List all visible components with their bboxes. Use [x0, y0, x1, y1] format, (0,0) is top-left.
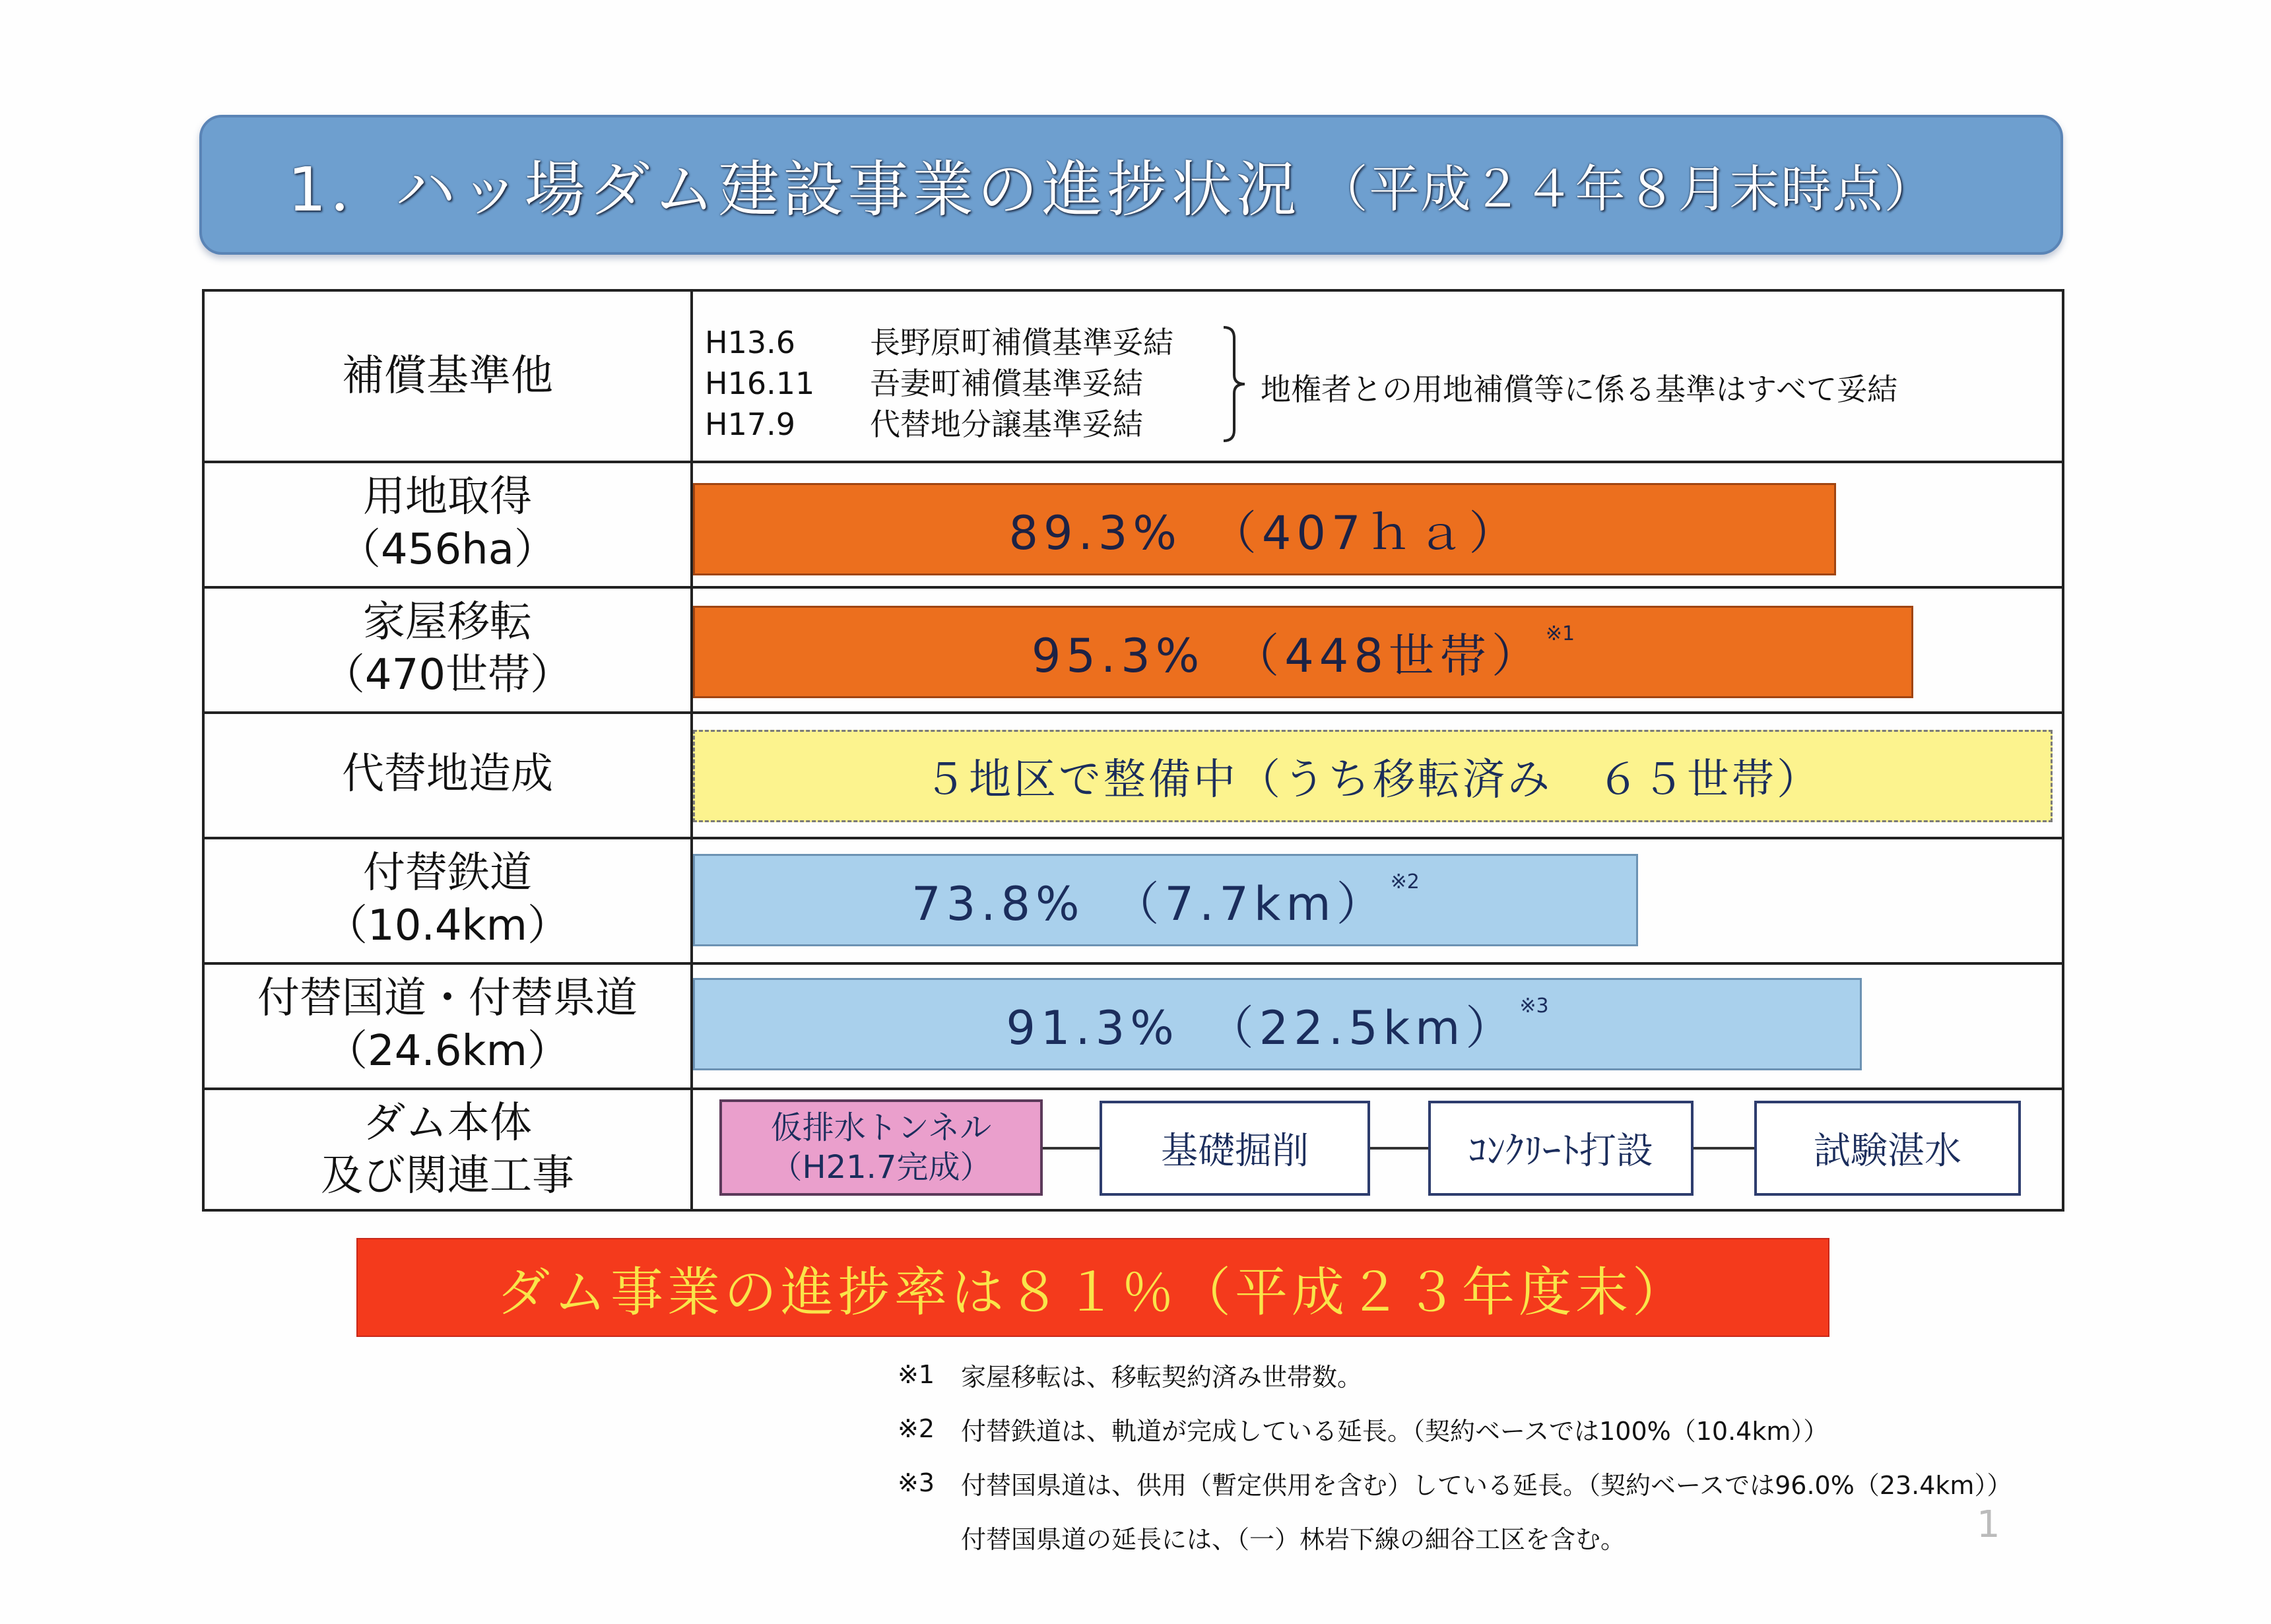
housing-bar-text: 95.3% （448世帯） [1031, 628, 1543, 683]
footnote-mark: ※2 [898, 1414, 935, 1443]
standards-text: 吾妻町補償基準妥結 [870, 366, 1143, 401]
roads-note-mark: ※3 [1519, 994, 1549, 1018]
standards-text: 長野原町補償基準妥結 [870, 325, 1173, 360]
standards-date: H16.11 [705, 366, 815, 401]
roads-bar-text: 91.3% （22.5km） [1006, 1000, 1517, 1055]
step-test-impoundment [1754, 1101, 2021, 1196]
page-number: 1 [1977, 1503, 2000, 1546]
railway-label-line2: （10.4km） [325, 901, 570, 950]
step-connector [1043, 1147, 1100, 1150]
standards-date: H13.6 [705, 325, 796, 360]
railway-note-mark: ※2 [1390, 870, 1420, 893]
standards-summary: 地権者との用地補償等に係る基準はすべて妥結 [1261, 372, 1898, 407]
standards-label [205, 292, 690, 461]
housing-note-mark: ※1 [1545, 622, 1575, 645]
railway-label [205, 837, 690, 962]
footnotes [898, 1348, 2012, 1564]
roads-progress-bar [693, 978, 1862, 1070]
step-foundation-excavation [1100, 1101, 1370, 1196]
standards-item [705, 404, 1173, 445]
substitute-land-label [205, 711, 690, 837]
housing-label-line2: （470世帯） [322, 651, 573, 699]
footnote-mark: ※3 [898, 1468, 935, 1497]
standards-item [705, 363, 1173, 404]
footnote-text: 付替国県道の延長には、（一）林岩下線の細谷工区を含む。 [961, 1524, 1626, 1554]
roads-label-line1: 付替国道・付替県道 [257, 974, 638, 1023]
step-connector [1694, 1147, 1754, 1150]
land-progress-bar [693, 483, 1836, 575]
standards-date: H17.9 [705, 406, 796, 442]
step-test-impoundment-text: 試験湛水 [1814, 1130, 1961, 1173]
railway-label-line1: 付替鉄道 [363, 849, 532, 897]
dam-body-label-line2: 及び関連工事 [321, 1152, 574, 1200]
railway-progress-bar [693, 854, 1638, 946]
title-bar [199, 115, 2063, 255]
housing-progress-bar [693, 606, 1913, 698]
land-bar-text: 89.3% （407ｈａ） [1008, 505, 1521, 560]
land-label-line1: 用地取得 [363, 472, 532, 521]
land-label [205, 461, 690, 586]
footnote-text: 付替鉄道は、軌道が完成している延長。（契約ベースでは100%（10.4km）） [961, 1416, 1829, 1446]
land-label-line2: （456ha） [339, 525, 556, 574]
footnote [898, 1402, 2012, 1456]
page-subtitle: （平成２４年８月末時点） [1317, 159, 1936, 218]
standards-label-text: 補償基準他 [342, 352, 553, 401]
dam-body-label-line1: ダム本体 [363, 1099, 532, 1148]
housing-label-line1: 家屋移転 [363, 598, 532, 647]
footnote [898, 1456, 2012, 1510]
railway-bar-text: 73.8% （7.7km） [911, 876, 1388, 931]
step-diversion-tunnel-line2: （H21.7完成） [770, 1149, 992, 1186]
step-concrete-placement-text: ｺﾝｸﾘｰﾄ打設 [1468, 1130, 1653, 1173]
progress-table [202, 289, 2064, 1212]
overall-progress-banner: ダム事業の進捗率は８１％（平成２３年度末） [356, 1238, 1829, 1337]
standards-text: 代替地分譲基準妥結 [870, 406, 1143, 442]
brace-icon [1221, 325, 1247, 443]
footnote [898, 1510, 2012, 1564]
step-connector [1370, 1147, 1428, 1150]
substitute-land-bar [693, 730, 2053, 822]
footnote-text: 付替国県道は、供用（暫定供用を含む）している延長。（契約ベースでは96.0%（23.4km）） [961, 1470, 2012, 1500]
substitute-land-bar-text: ５地区で整備中（うち移転済み ６５世帯） [924, 756, 1822, 804]
footnote [898, 1348, 2012, 1402]
dam-body-label [205, 1088, 690, 1212]
standards-list [705, 322, 1173, 445]
footnote-mark: ※1 [898, 1360, 935, 1389]
step-concrete-placement [1428, 1101, 1694, 1196]
step-diversion-tunnel-line1: 仮排水トンネル [770, 1109, 992, 1146]
step-foundation-excavation-text: 基礎掘削 [1161, 1130, 1309, 1173]
step-diversion-tunnel [719, 1099, 1043, 1196]
footnote-text: 家屋移転は、移転契約済み世帯数。 [961, 1362, 1363, 1392]
page-title: 1．ハッ場ダム建設事業の進捗状況 [288, 154, 1301, 225]
housing-label [205, 586, 690, 711]
roads-label [205, 962, 690, 1088]
substitute-land-label-text: 代替地造成 [342, 750, 553, 798]
standards-item [705, 322, 1173, 363]
roads-label-line2: （24.6km） [325, 1027, 570, 1076]
